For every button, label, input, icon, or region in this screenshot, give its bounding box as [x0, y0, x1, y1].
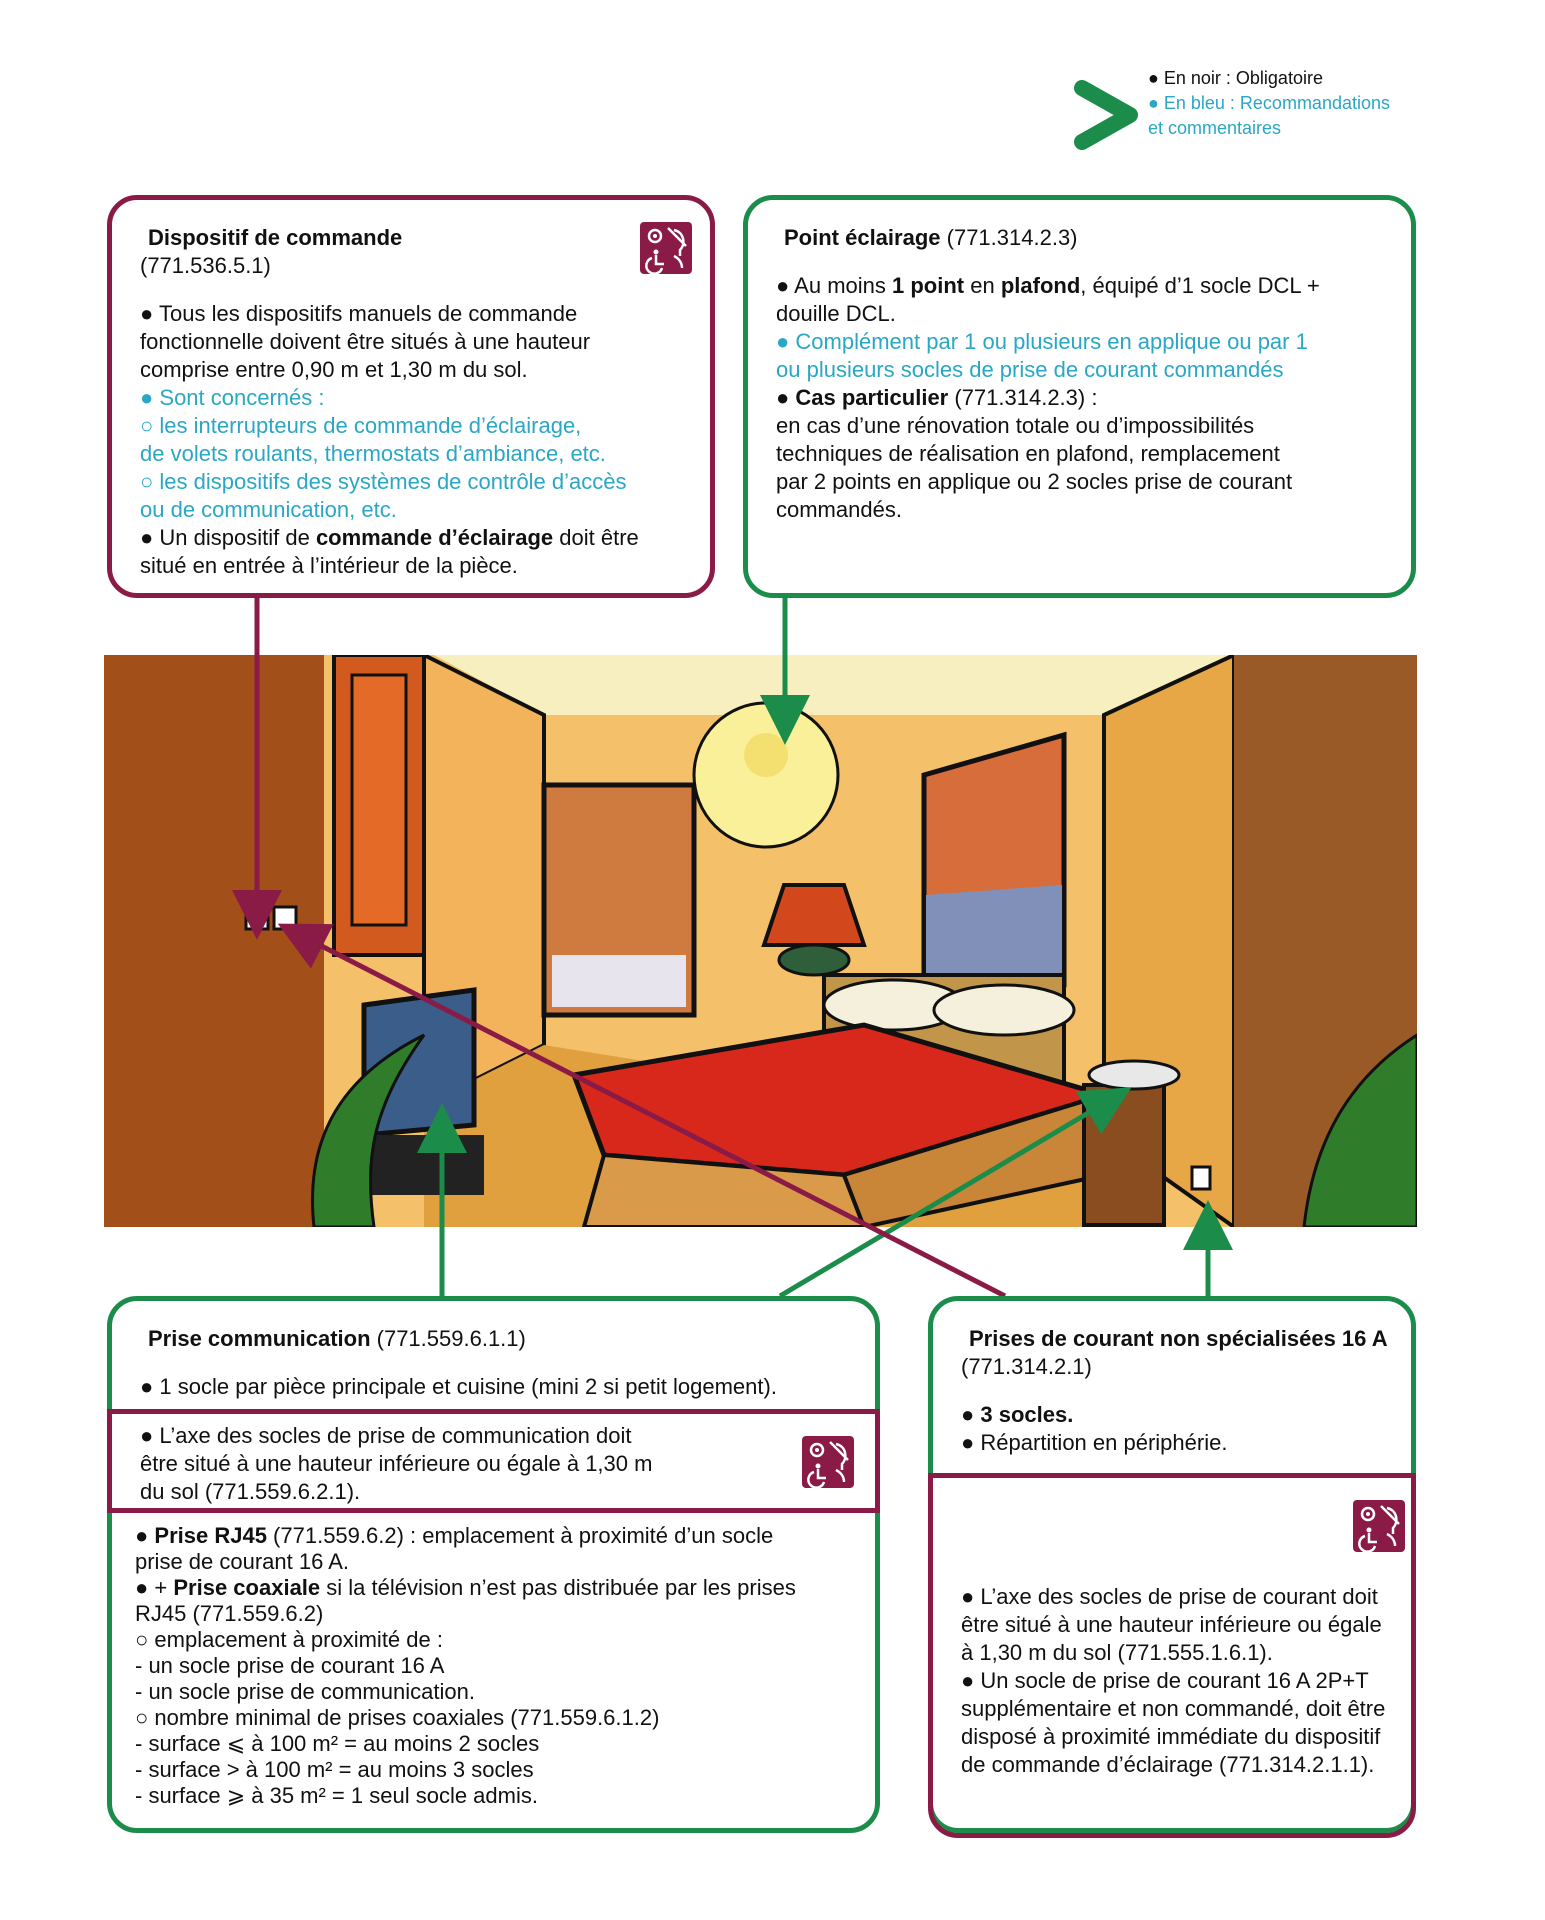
command-blue-4: ○ les dispositifs des systèmes de contrôle d’accès [140, 469, 627, 494]
comm-line-5: ○ emplacement à proximité de : [135, 1627, 443, 1652]
command-text-2: fonctionnelle doivent être situés à une hauteur [140, 329, 591, 354]
legend-blue: ● En bleu : Recommandations [1148, 93, 1390, 113]
lighting-text-1: ● Au moins 1 point en plafond, équipé d’1 socle DCL + [776, 273, 1320, 298]
comm-rj45: ● Prise RJ45 (771.559.6.2) : emplacement à proximité d’un socle [135, 1523, 774, 1548]
lighting-ref: (771.314.2.3) [940, 225, 1078, 250]
command-blue-2: ○ les interrupteurs de commande d’éclairage, [140, 413, 582, 438]
lighting-special: ● Cas particulier (771.314.2.3) : [776, 385, 1098, 410]
comm-coax: ● + Prise coaxiale si la télévision n’est pas distribuée par les prises [135, 1575, 796, 1600]
lighting-blue-2: ou plusieurs socles de prise de courant commandés [776, 357, 1284, 382]
power-ref: (771.314.2.1) [961, 1354, 1092, 1379]
power-acc-2: être situé à une hauteur inférieure ou égale [961, 1612, 1382, 1637]
command-text-4: ● Un dispositif de commande d’éclairage doit être [140, 525, 639, 550]
command-title: Dispositif de commande [148, 225, 403, 250]
lighting-title-line [776, 224, 1385, 252]
comm-line-6: - un socle prise de courant 16 A [135, 1653, 445, 1678]
command-blue-5: ou de communication, etc. [140, 497, 397, 522]
comm-line-8: ○ nombre minimal de prises coaxiales (771.559.6.1.2) [135, 1705, 660, 1730]
lighting-text-3: en cas d’une rénovation totale ou d’impossibilités [776, 413, 1255, 438]
power-acc-3: à 1,30 m du sol (771.555.1.6.1). [961, 1640, 1273, 1665]
lighting-text-4: techniques de réalisation en plafond, remplacement [776, 441, 1280, 466]
command-text-3: comprise entre 0,90 m et 1,30 m du sol. [140, 357, 528, 382]
accessibility-icon [802, 1436, 854, 1488]
comm-acc-1: ● L’axe des socles de prise de communication doit [140, 1423, 632, 1448]
lighting-blue-1: ● Complément par 1 ou plusieurs en applique ou par 1 [776, 329, 1308, 354]
power-accessibility-section [928, 1473, 1416, 1838]
box-power [928, 1296, 1416, 1833]
comm-line-9: - surface ⩽ à 100 m² = au moins 2 socles [135, 1731, 540, 1756]
lighting-text-2: douille DCL. [776, 301, 896, 326]
accessibility-icon [1353, 1500, 1405, 1552]
lighting-title: Point éclairage [784, 225, 941, 250]
accessibility-icon [640, 222, 692, 274]
legend-black: ● En noir : Obligatoire [1148, 68, 1323, 88]
legend-blue-cont: et commentaires [1148, 118, 1282, 138]
power-title: Prises de courant non spécialisées 16 A [969, 1326, 1388, 1351]
lighting-text-6: commandés. [776, 497, 902, 522]
command-text-5: situé en entrée à l’intérieur de la pièce. [140, 553, 518, 578]
comm-line-11: - surface ⩾ à 35 m² = 1 seul socle admis. [135, 1783, 538, 1808]
box-command [107, 195, 715, 598]
comm-line-10: - surface > à 100 m² = au moins 3 socles [135, 1757, 534, 1782]
comm-coax-2: RJ45 (771.559.6.2) [135, 1601, 324, 1626]
power-text-1: ● 3 socles. [961, 1402, 1074, 1427]
box-communication [107, 1296, 880, 1833]
power-acc-4: ● Un socle de prise de courant 16 A 2P+T [961, 1668, 1369, 1693]
comm-ref: (771.559.6.1.1) [370, 1326, 526, 1351]
command-ref: (771.536.5.1) [140, 253, 271, 278]
lighting-text-5: par 2 points en applique ou 2 socles prise de courant [776, 469, 1293, 494]
comm-rj45-2: prise de courant 16 A. [135, 1549, 350, 1574]
command-text-1: ● Tous les dispositifs manuels de commande [140, 301, 578, 326]
command-blue-1: ● Sont concernés : [140, 385, 325, 410]
comm-acc-3: du sol (771.559.6.2.1). [140, 1479, 361, 1504]
power-acc-6: disposé à proximité immédiate du dispositif [961, 1724, 1381, 1749]
comm-line-7: - un socle prise de communication. [135, 1679, 475, 1704]
power-acc-7: de commande d’éclairage (771.314.2.1.1). [961, 1752, 1375, 1777]
comm-title-line [140, 1325, 849, 1353]
power-text-2: ● Répartition en périphérie. [961, 1430, 1228, 1455]
comm-text-1: ● 1 socle par pièce principale et cuisine (mini 2 si petit logement). [140, 1374, 777, 1399]
comm-acc-2: être situé à une hauteur inférieure ou égale à 1,30 m [140, 1451, 653, 1476]
box-lighting [743, 195, 1416, 598]
comm-accessibility-band [107, 1409, 880, 1513]
power-acc-5: supplémentaire et non commandé, doit être [961, 1696, 1386, 1721]
comm-title: Prise communication [148, 1326, 371, 1351]
command-blue-3: de volets roulants, thermostats d’ambiance, etc. [140, 441, 606, 466]
power-acc-1: ● L’axe des socles de prise de courant doit [961, 1584, 1378, 1609]
